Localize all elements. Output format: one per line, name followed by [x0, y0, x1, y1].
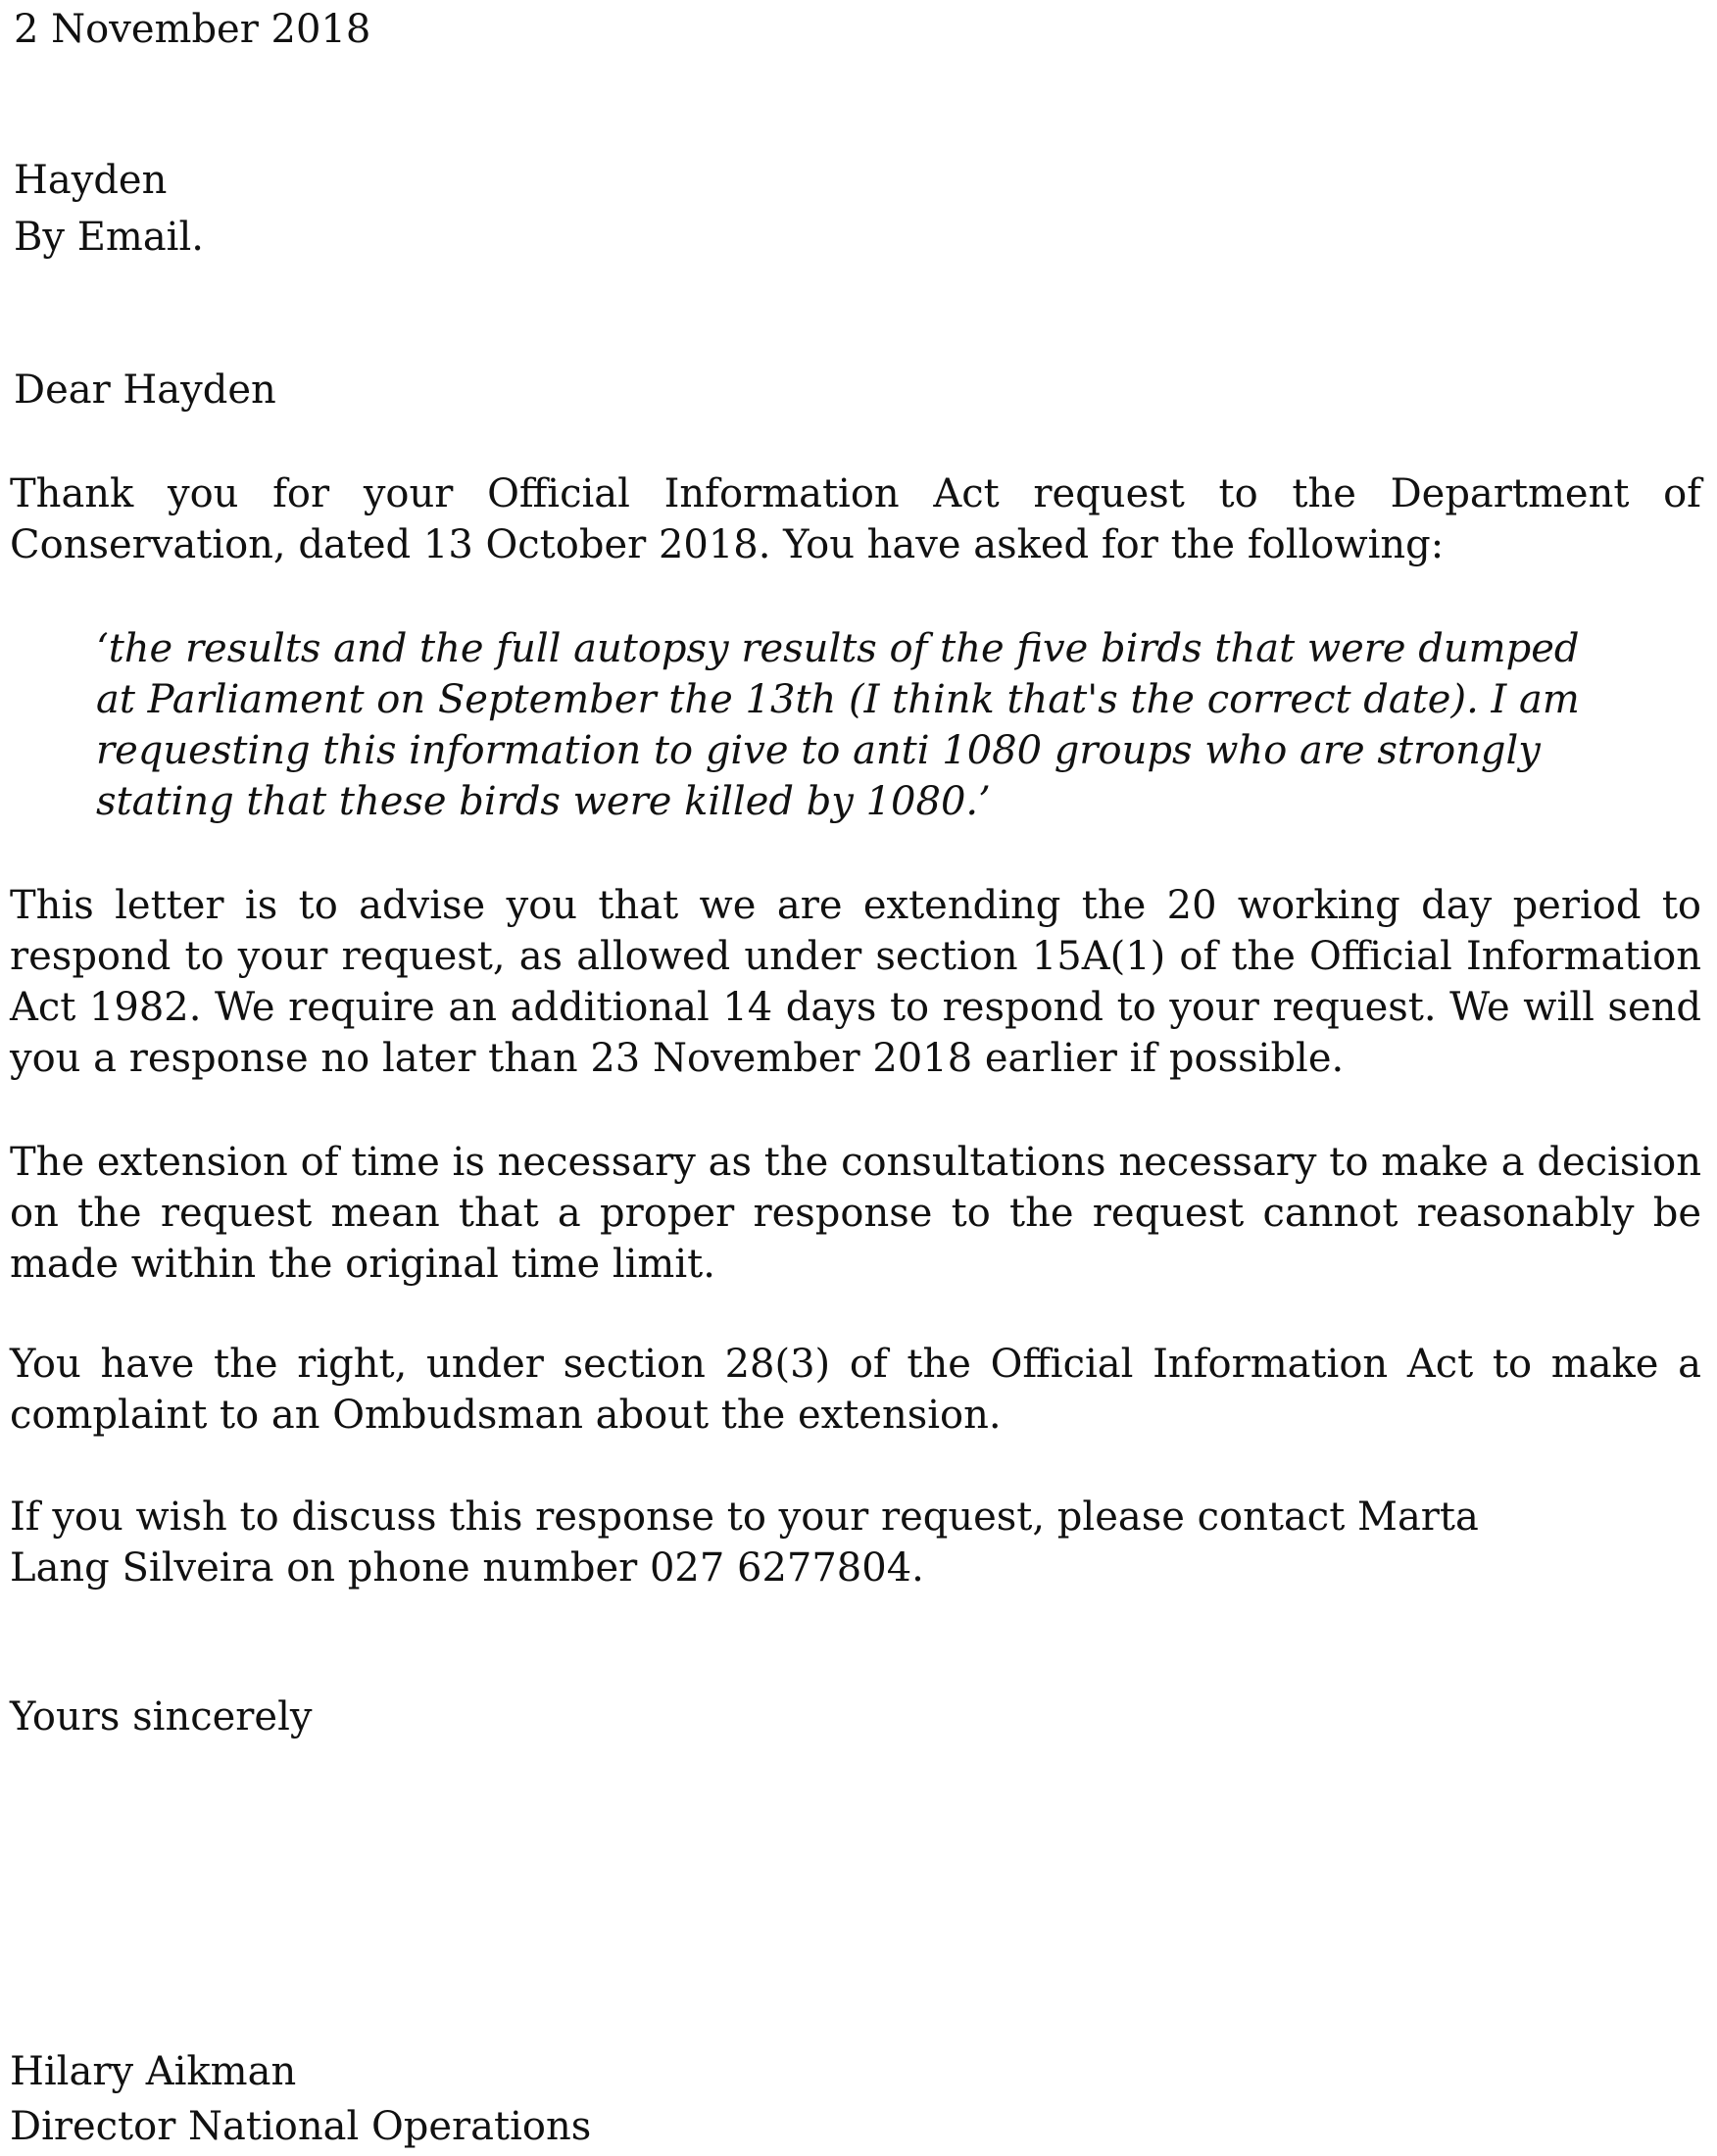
letter-date: 2 November 2018 [14, 7, 371, 52]
recipient-name: Hayden [14, 158, 168, 203]
intro-paragraph: Thank you for your Official Information Act request to the Department of Conservation, dated 13 October 2018. You have asked for the following: [10, 471, 1701, 567]
reason-paragraph: The extension of time is necessary as the consultations necessary to make a decision on the request mean that a proper response to the request cannot reasonably be made within the original time limit. [10, 1140, 1701, 1287]
request-quote: ‘the results and the full autopsy results of the five birds that were dumped at Parliament on September the 13th (I think that's the correct date). I am requesting this information to give to anti 1080 groups who are strongly stating that these birds were killed by 1080.’ [96, 626, 1580, 824]
signatory-name: Hilary Aikman [10, 2049, 297, 2094]
delivery-method: By Email. [14, 215, 204, 260]
closing: Yours sincerely [10, 1694, 313, 1740]
rights-paragraph: You have the right, under section 28(3) of the Official Information Act to make a complaint to an Ombudsman about the extension. [10, 1342, 1701, 1438]
contact-paragraph: If you wish to discuss this response to your request, please contact Marta Lang Silveira on phone number 027 6277804. [10, 1494, 1479, 1591]
extension-paragraph: This letter is to advise you that we are extending the 20 working day period to respond to your request, as allowed under section 15A(1) of the Official Information Act 1982. We require an additional 14 days to respond to your request. We will send you a response no later than 23 November 2018 earlier if possible. [10, 883, 1701, 1081]
salutation: Dear Hayden [14, 368, 276, 413]
signatory-title: Director National Operations [10, 2104, 592, 2149]
